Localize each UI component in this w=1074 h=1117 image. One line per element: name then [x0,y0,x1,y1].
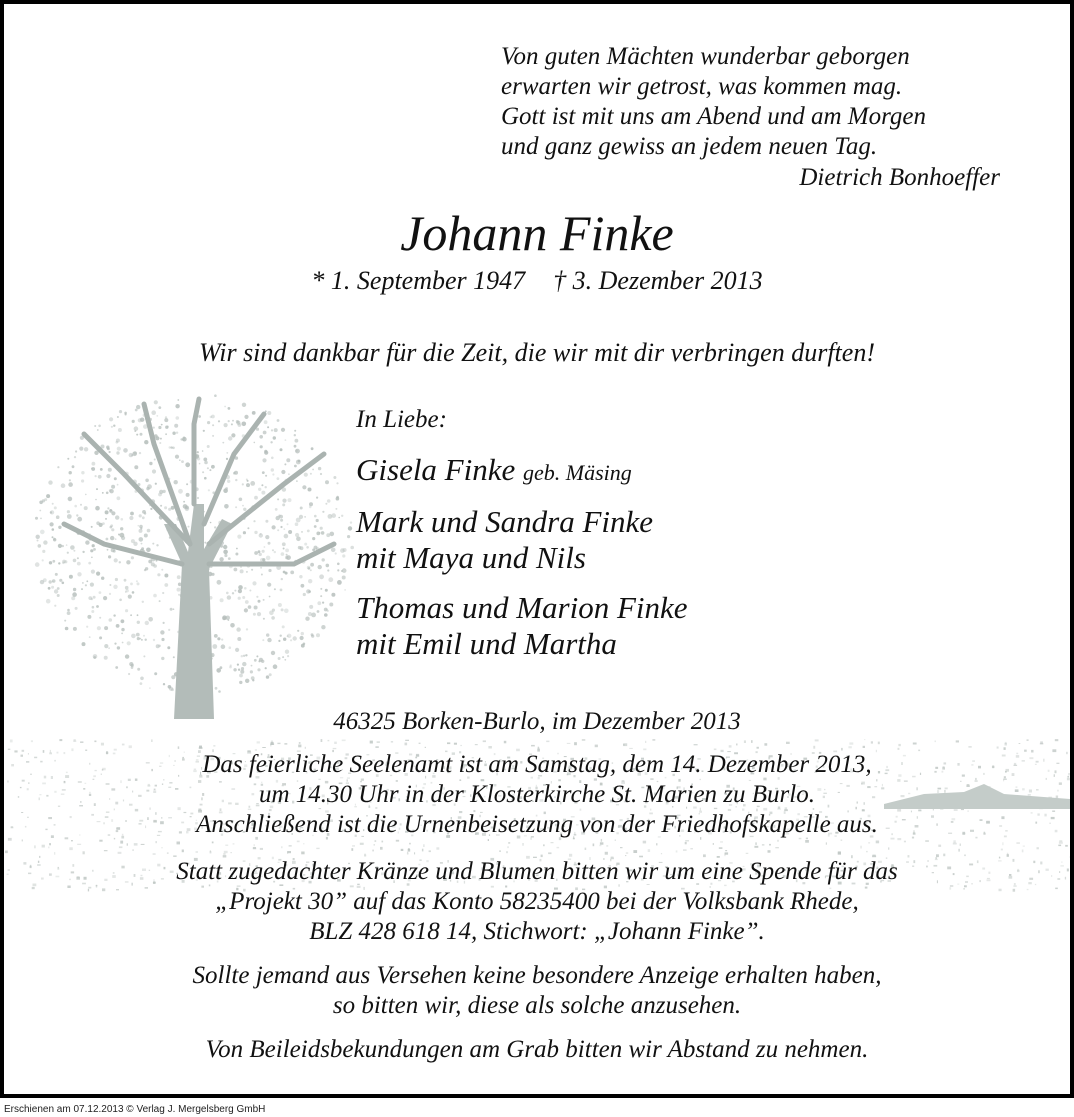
life-dates [4,266,1070,296]
donation-line: BLZ 428 618 14, Stichwort: „Johann Finke”. [309,918,765,945]
poem-line: Gott ist mit uns am Abend und am Morgen [501,103,926,130]
spouse-birthname: geb. Mäsing [523,460,632,485]
mourners-intro: In Liebe: [356,406,447,433]
gratitude-line: Wir sind dankbar für die Zeit, die wir mit dir verbringen durften! [199,338,875,367]
family-2 [356,590,688,662]
poem-line: erwarten wir getrost, was kommen mag. [501,73,903,100]
donation-line: Statt zugedachter Kränze und Blumen bitten wir um eine Spende für das [176,858,898,885]
place-date: 46325 Borken-Burlo, im Dezember 2013 [333,708,741,735]
service-line: Anschließend ist die Urnenbeisetzung von der Friedhofskapelle aus. [196,811,878,838]
service-line: Das feierliche Seelenamt ist am Samstag, dem 14. Dezember 2013, [202,751,872,778]
missing-notice [4,961,1070,1021]
poem-line: und ganz gewiss an jedem neuen Tag. [501,133,878,160]
spouse-name: Gisela Finke [356,452,516,487]
family-2-line: Thomas und Marion Finke [356,590,688,625]
family-1-line: mit Maya und Nils [356,540,586,575]
family-2-line: mit Emil und Martha [356,626,617,661]
notice-line: Sollte jemand aus Versehen keine besondere Anzeige erhalten haben, [192,962,882,989]
birth-date: * 1. September 1947 [311,266,526,295]
donation-line: „Projekt 30” auf das Konto 58235400 bei der Volksbank Rhede, [215,888,859,915]
service-line: um 14.30 Uhr in der Klosterkirche St. Marien zu Burlo. [259,781,815,808]
notice-line: so bitten wir, diese als solche anzusehen. [332,992,742,1019]
deceased-name: Johann Finke [400,205,674,261]
death-date: † 3. Dezember 2013 [553,266,763,295]
spouse [356,452,632,491]
family-1 [356,504,653,576]
poem [501,42,926,162]
poem-line: Von guten Mächten wunderbar geborgen [501,43,910,70]
service-details [4,750,1070,840]
condolence-note: Von Beileidsbekundungen am Grab bitten wir Abstand zu nehmen. [205,1036,869,1063]
poem-author: Dietrich Bonhoeffer [799,164,1000,191]
family-1-line: Mark und Sandra Finke [356,504,654,539]
publication-footer: Erschienen am 07.12.2013 © Verlag J. Mergelsberg GmbH [4,1104,266,1115]
donation-request [4,857,1070,947]
